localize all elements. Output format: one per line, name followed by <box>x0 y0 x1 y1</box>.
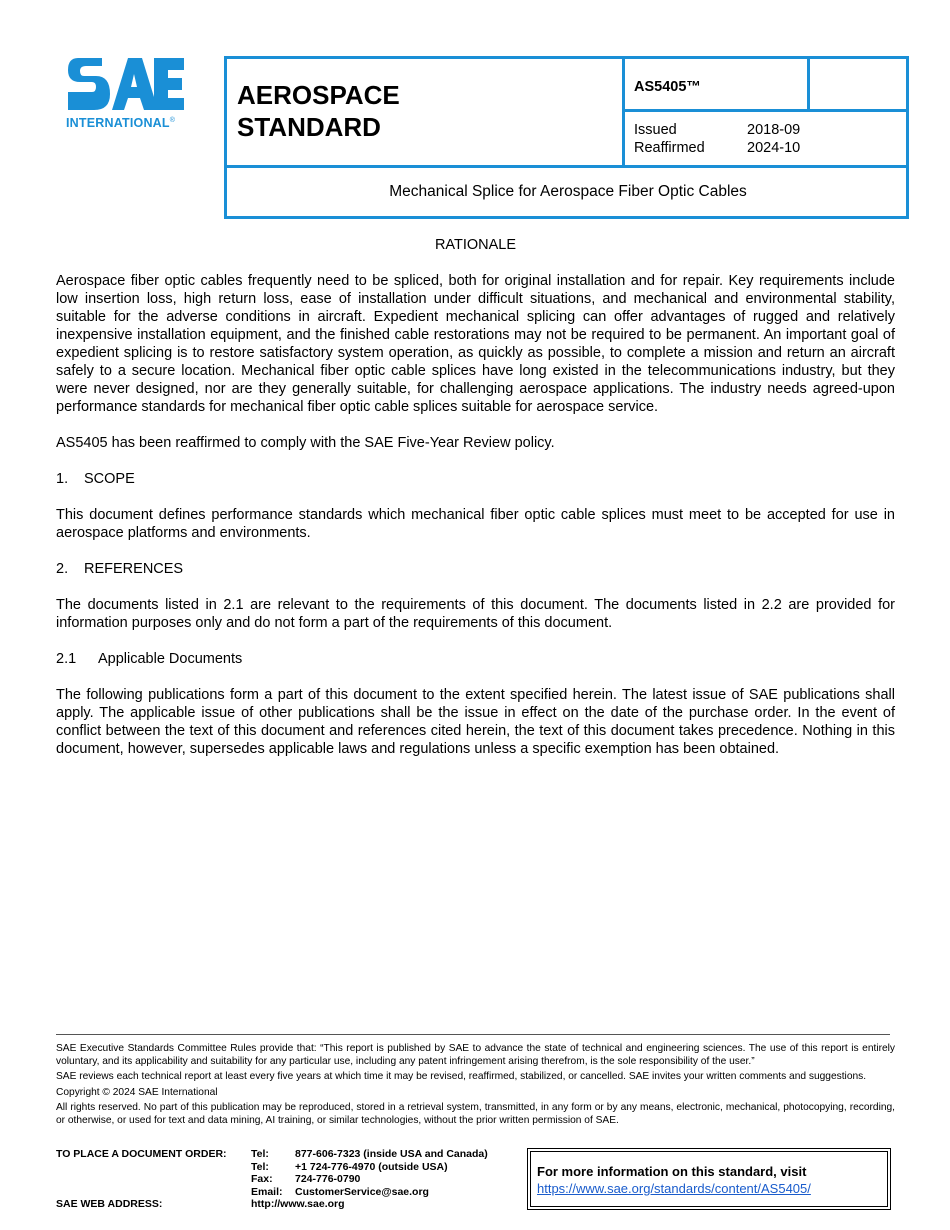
sae-logo <box>66 54 192 134</box>
logo-international-text: INTERNATIONAL® <box>66 116 176 130</box>
references-heading: 2. REFERENCES <box>56 561 184 577</box>
document-number: AS5405™ <box>634 79 701 95</box>
fax-number: 724-776-0790 <box>295 1173 361 1185</box>
document-title: Mechanical Splice for Aerospace Fiber Optic Cables <box>389 183 747 200</box>
contact-list: Tel: 877-606-7323 (inside USA and Canada) Tel: +1 724-776-4970 (outside USA) Fax: 724-776-0790 Email: CustomerService@sae.org http://www.sae.org <box>251 1148 488 1210</box>
standard-url-link[interactable]: https://www.sae.org/standards/content/AS5405/ <box>537 1181 811 1196</box>
copyright-notice: Copyright © 2024 SAE International <box>56 1086 218 1098</box>
reaffirm-paragraph: AS5405 has been reaffirmed to comply with the SAE Five-Year Review policy. <box>56 435 555 451</box>
email-link[interactable]: CustomerService@sae.org <box>295 1185 429 1198</box>
document-dates <box>634 122 800 157</box>
footer-divider <box>56 1034 890 1035</box>
scope-heading: 1. SCOPE <box>56 471 135 487</box>
applicable-documents-paragraph: The following publications form a part of this document to the extent specified herein. The latest issue of SAE publications shall apply. The applicable issue of other publications shall be the issue in effect on the date of the purchase order. In the event of conflict between the text of this document and references cited herein, the text of this document takes precedence. Nothing in this document, however, supersedes applicable laws and regulations unless a specific exemption has been obtained. <box>56 687 895 757</box>
header-box <box>224 56 909 219</box>
reaffirmed-label: Reaffirmed <box>634 139 705 156</box>
issued-label: Issued <box>634 122 677 138</box>
rules-notice: SAE Executive Standards Committee Rules provide that: “This report is published by SAE to advance the state of technical and engineering sciences. The use of this report is entirely voluntary, and its applicability and suitability for any particular use, including any patent infringement arising therefrom, is the sole responsibility of the user.” <box>56 1043 895 1067</box>
reaffirmed-value: 2024-10 <box>747 139 801 156</box>
more-info-text: For more information on this standard, visit <box>537 1164 807 1179</box>
footer-notices <box>56 1043 895 1130</box>
applicable-documents-heading: 2.1 Applicable Documents <box>56 651 243 667</box>
order-label: TO PLACE A DOCUMENT ORDER: <box>56 1148 227 1160</box>
document-body <box>56 236 895 758</box>
tel-international[interactable]: +1 724-776-4970 (outside USA) <box>295 1160 448 1173</box>
document-type: AEROSPACE STANDARD <box>237 80 400 142</box>
review-notice: SAE reviews each technical report at least every five years at which time it may be revised, reaffirmed, stabilized, or cancelled. SAE invites your written comments and suggestions. <box>56 1071 867 1082</box>
sae-logo-mark <box>66 54 186 114</box>
rationale-heading: RATIONALE <box>434 237 517 253</box>
web-address-label: SAE WEB ADDRESS: <box>56 1198 163 1210</box>
issued-value: 2018-09 <box>747 122 801 138</box>
more-info-box <box>527 1148 891 1210</box>
scope-paragraph: This document defines performance standards which mechanical fiber optic cable splices must meet to be accepted for use in aerospace platforms and environments. <box>56 507 895 541</box>
web-address-link[interactable]: http://www.sae.org <box>251 1198 345 1210</box>
tel-usa[interactable]: 877-606-7323 (inside USA and Canada) <box>295 1148 488 1160</box>
references-paragraph: The documents listed in 2.1 are relevant to the requirements of this document. The documents listed in 2.2 are provided for information purposes only and do not form a part of the requirements of this document. <box>56 597 895 631</box>
rationale-paragraph: Aerospace fiber optic cables frequently need to be spliced, both for original installation and for repair. Key requirements include low insertion loss, high return loss, ease of installation under difficult situations, and mechanical and environmental stability, suitable for the adverse conditions in aircraft. Expedient mechanical splicing can offer advantages of rugged and relatively inexpensive installation equipment, and the finished cable restorations may not be required to be permanent. An important goal of expedient splicing is to restore satisfactory system operation, as quickly as possible, to complete a mission and return an aircraft safely to a secure location. Mechanical fiber optic cable splices have long existed in the telecommunications industry, but they were never designed, nor are they generally suitable, for challenging aerospace applications. The industry needs agreed-upon performance standards for mechanical fiber optic cable splices suitable for aerospace service. <box>56 273 895 415</box>
rights-notice: All rights reserved. No part of this publication may be reproduced, stored in a retrieval system, transmitted, in any form or by any means, electronic, mechanical, photocopying, recording, or otherwise, or used for text and data mining, AI training, or similar technologies, without the prior written permission of SAE. <box>56 1102 895 1126</box>
